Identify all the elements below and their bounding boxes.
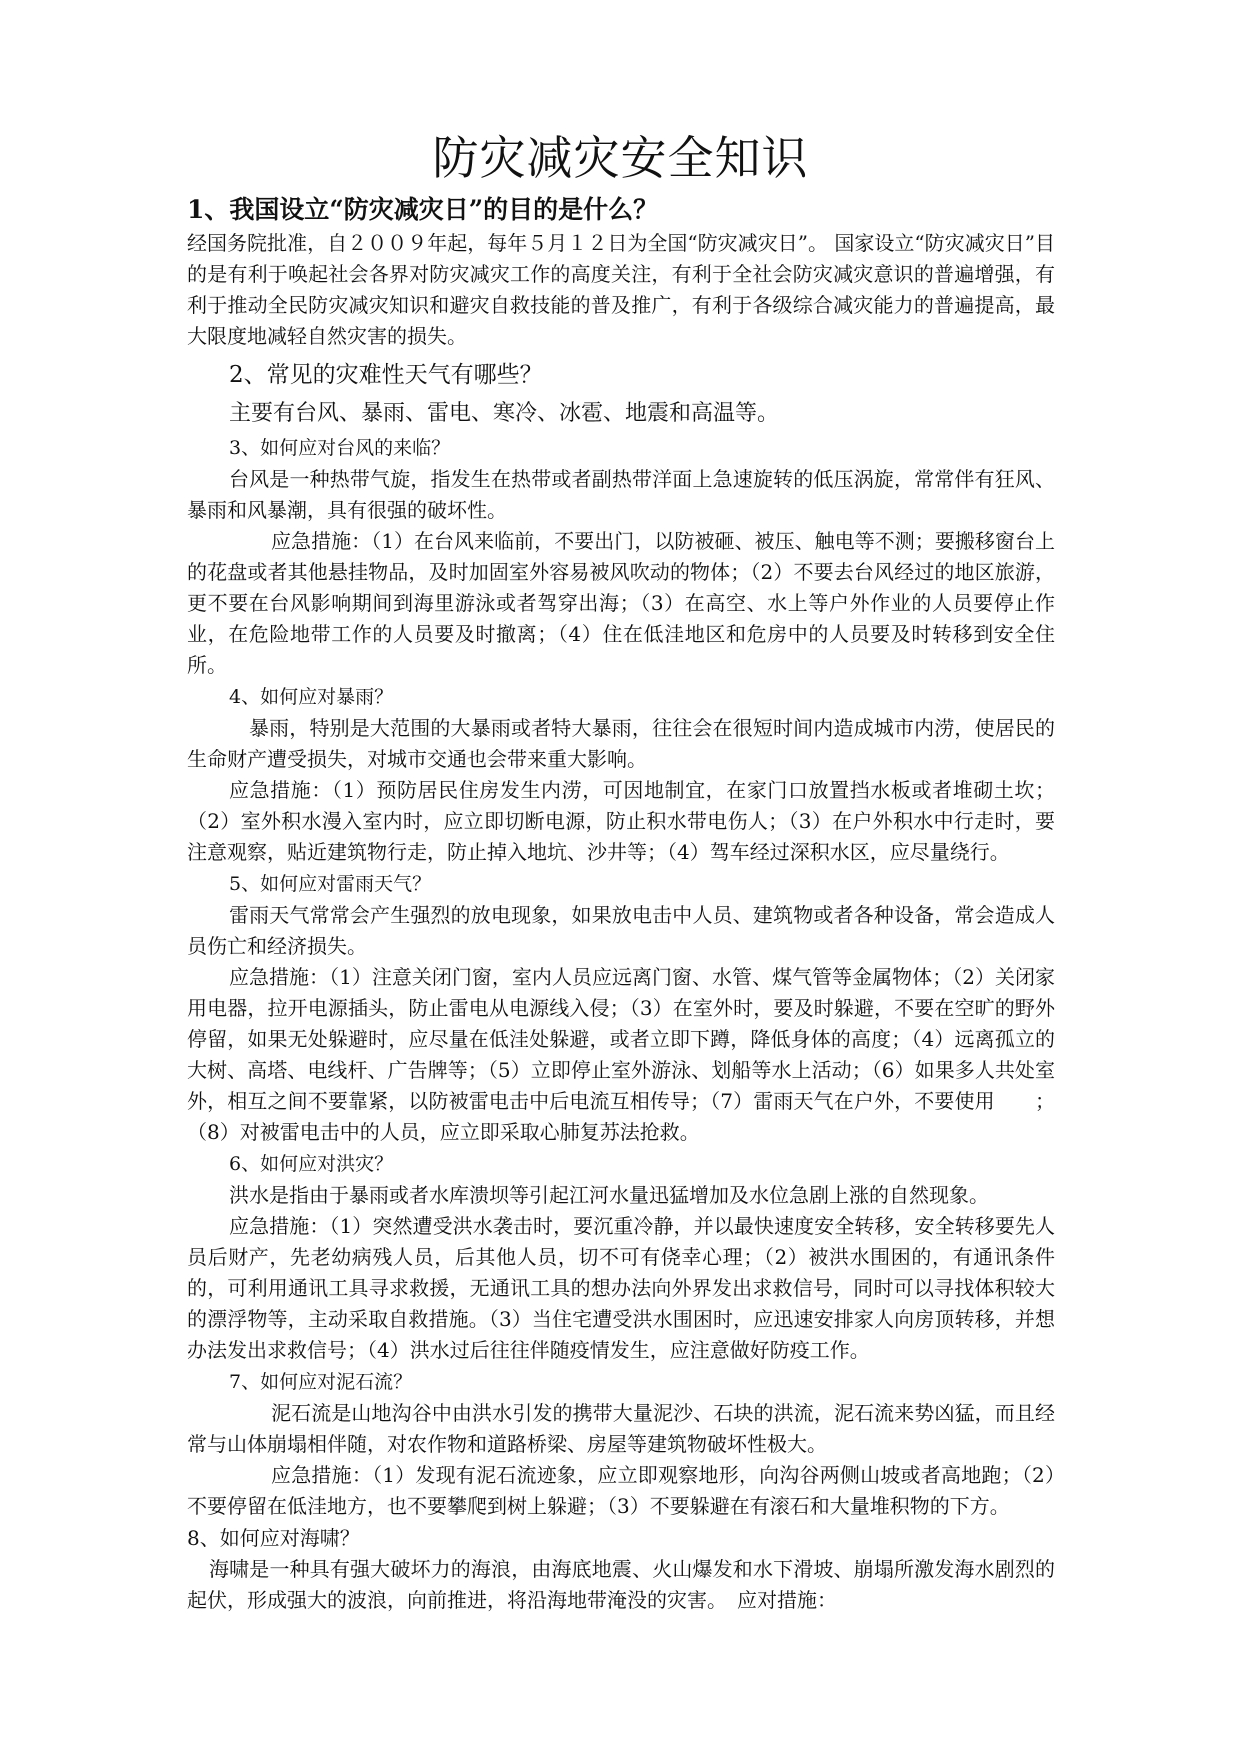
section-1-heading: 1、我国设立“防灾减灾日”的目的是什么？ — [187, 195, 659, 224]
section-4-body: 暴雨，特别是大范围的大暴雨或者特大暴雨，往往会在很短时间内造成城市内涝，使居民的生命财产遭受损失，对城市交通也会带来重大影响。 — [187, 716, 1055, 771]
section-2-heading: 2、常见的灾难性天气有哪些？ — [229, 362, 543, 388]
document-body — [187, 192, 1055, 1616]
section-3-heading: 3、如何应对台风的来临？ — [229, 437, 451, 459]
section-2-body: 主要有台风、暴雨、雷电、寒冷、冰雹、地震和高温等。 — [229, 401, 780, 426]
section-6-body: 洪水是指由于暴雨或者水库溃坝等引起江河水量迅猛增加及水位急剧上涨的自然现象。 — [229, 1183, 989, 1207]
section-3-body: 台风是一种热带气旋，指发生在热带或者副热带洋面上急速旋转的低压涡旋，常常伴有狂风、暴雨和风暴潮，具有很强的破坏性。 — [187, 467, 1055, 522]
section-6-measures: 应急措施：（1）突然遭受洪水袭击时，要沉重冷静，并以最快速度安全转移，安全转移要先人员后财产，先老幼病残人员，后其他人员，切不可有侥幸心理；（2）被洪水围困的，有通讯条件的，可利用通讯工具寻求救援，无通讯工具的想办法向外界发出求救信号，同时可以寻找体积较大的漂浮物等，主动采取自救措施。（3）当住宅遭受洪水围困时，应迅速安排家人向房顶转移，并想办法发出求救信号；（4）洪水过后往往伴随疫情发生，应注意做好防疫工作。 — [187, 1214, 1055, 1362]
section-3-measures: 应急措施：（1）在台风来临前，不要出门，以防被砸、被压、触电等不测；要搬移窗台上的花盘或者其他悬挂物品，及时加固室外容易被风吹动的物体；（2）不要去台风经过的地区旅游，更不要在台风影响期间到海里游泳或者驾穿出海；（3）在高空、水上等户外作业的人员要停止作业，在危险地带工作的人员要及时撤离；（4）住在低洼地区和危房中的人员要及时转移到安全住所。 — [187, 529, 1055, 677]
section-1-body: 经国务院批准，自２００９年起，每年５月１２日为全国“防灾减灾日”。 国家设立“防灾减灾日”目的是有利于唤起社会各界对防灾减灾工作的高度关注，有利于全社会防灾减灾意识的普遍增强，有利于推动全民防灾减灾知识和避灾自救技能的普及推广，有利于各级综合减灾能力的普遍提高，最大限度地减轻自然灾害的损失。 — [187, 231, 1055, 348]
section-8-body: 海啸是一种具有强大破坏力的海浪，由海底地震、火山爆发和水下滑坡、崩塌所激发海水剧烈的起伏，形成强大的波浪，向前推进，将沿海地带淹没的灾害。 应对措施： — [187, 1557, 1055, 1612]
section-7-body: 泥石流是山地沟谷中由洪水引发的携带大量泥沙、石块的洪流，泥石流来势凶猛，而且经常与山体崩塌相伴随，对农作物和道路桥梁、房屋等建筑物破坏性极大。 — [187, 1401, 1055, 1456]
section-5-heading: 5、如何应对雷雨天气？ — [229, 873, 432, 895]
section-7-heading: 7、如何应对泥石流？ — [229, 1371, 413, 1393]
section-4-heading: 4、如何应对暴雨？ — [229, 686, 394, 708]
section-6-heading: 6、如何应对洪灾？ — [229, 1153, 394, 1175]
section-7-measures: 应急措施：（1）发现有泥石流迹象，应立即观察地形，向沟谷两侧山坡或者高地跑；（2）不要停留在低洼地方，也不要攀爬到树上躲避；（3）不要躲避在有滚石和大量堆积物的下方。 — [187, 1463, 1055, 1518]
section-4-measures: 应急措施：（1）预防居民住房发生内涝，可因地制宜，在家门口放置挡水板或者堆砌土坎；（2）室外积水漫入室内时，应立即切断电源，防止积水带电伤人；（3）在户外积水中行走时，要注意观察，贴近建筑物行走，防止掉入地坑、沙井等；（4）驾车经过深积水区，应尽量绕行。 — [187, 778, 1055, 864]
section-5-body: 雷雨天气常常会产生强烈的放电现象，如果放电击中人员、建筑物或者各种设备，常会造成人员伤亡和经济损失。 — [187, 903, 1055, 958]
section-5-measures: 应急措施：（1）注意关闭门窗，室内人员应远离门窗、水管、煤气管等金属物体；（2）关闭家用电器，拉开电源插头，防止雷电从电源线入侵；（3）在室外时，要及时躲避，不要在空旷的野外停留，如果无处躲避时，应尽量在低洼处躲避，或者立即下蹲，降低身体的高度；（4）远离孤立的大树、高塔、电线杆、广告牌等；（5）立即停止室外游泳、划船等水上活动；（6）如果多人共处室外，相互之间不要靠紧，以防被雷电击中后电流互相传导；（7）雷雨天气在户外，不要使用 ；（8）对被雷电击中的人员，应立即采取心肺复苏法抢救。 — [187, 965, 1055, 1144]
section-8-heading: 8、如何应对海啸？ — [187, 1526, 360, 1550]
page-title: 防灾减灾安全知识 — [432, 131, 809, 185]
